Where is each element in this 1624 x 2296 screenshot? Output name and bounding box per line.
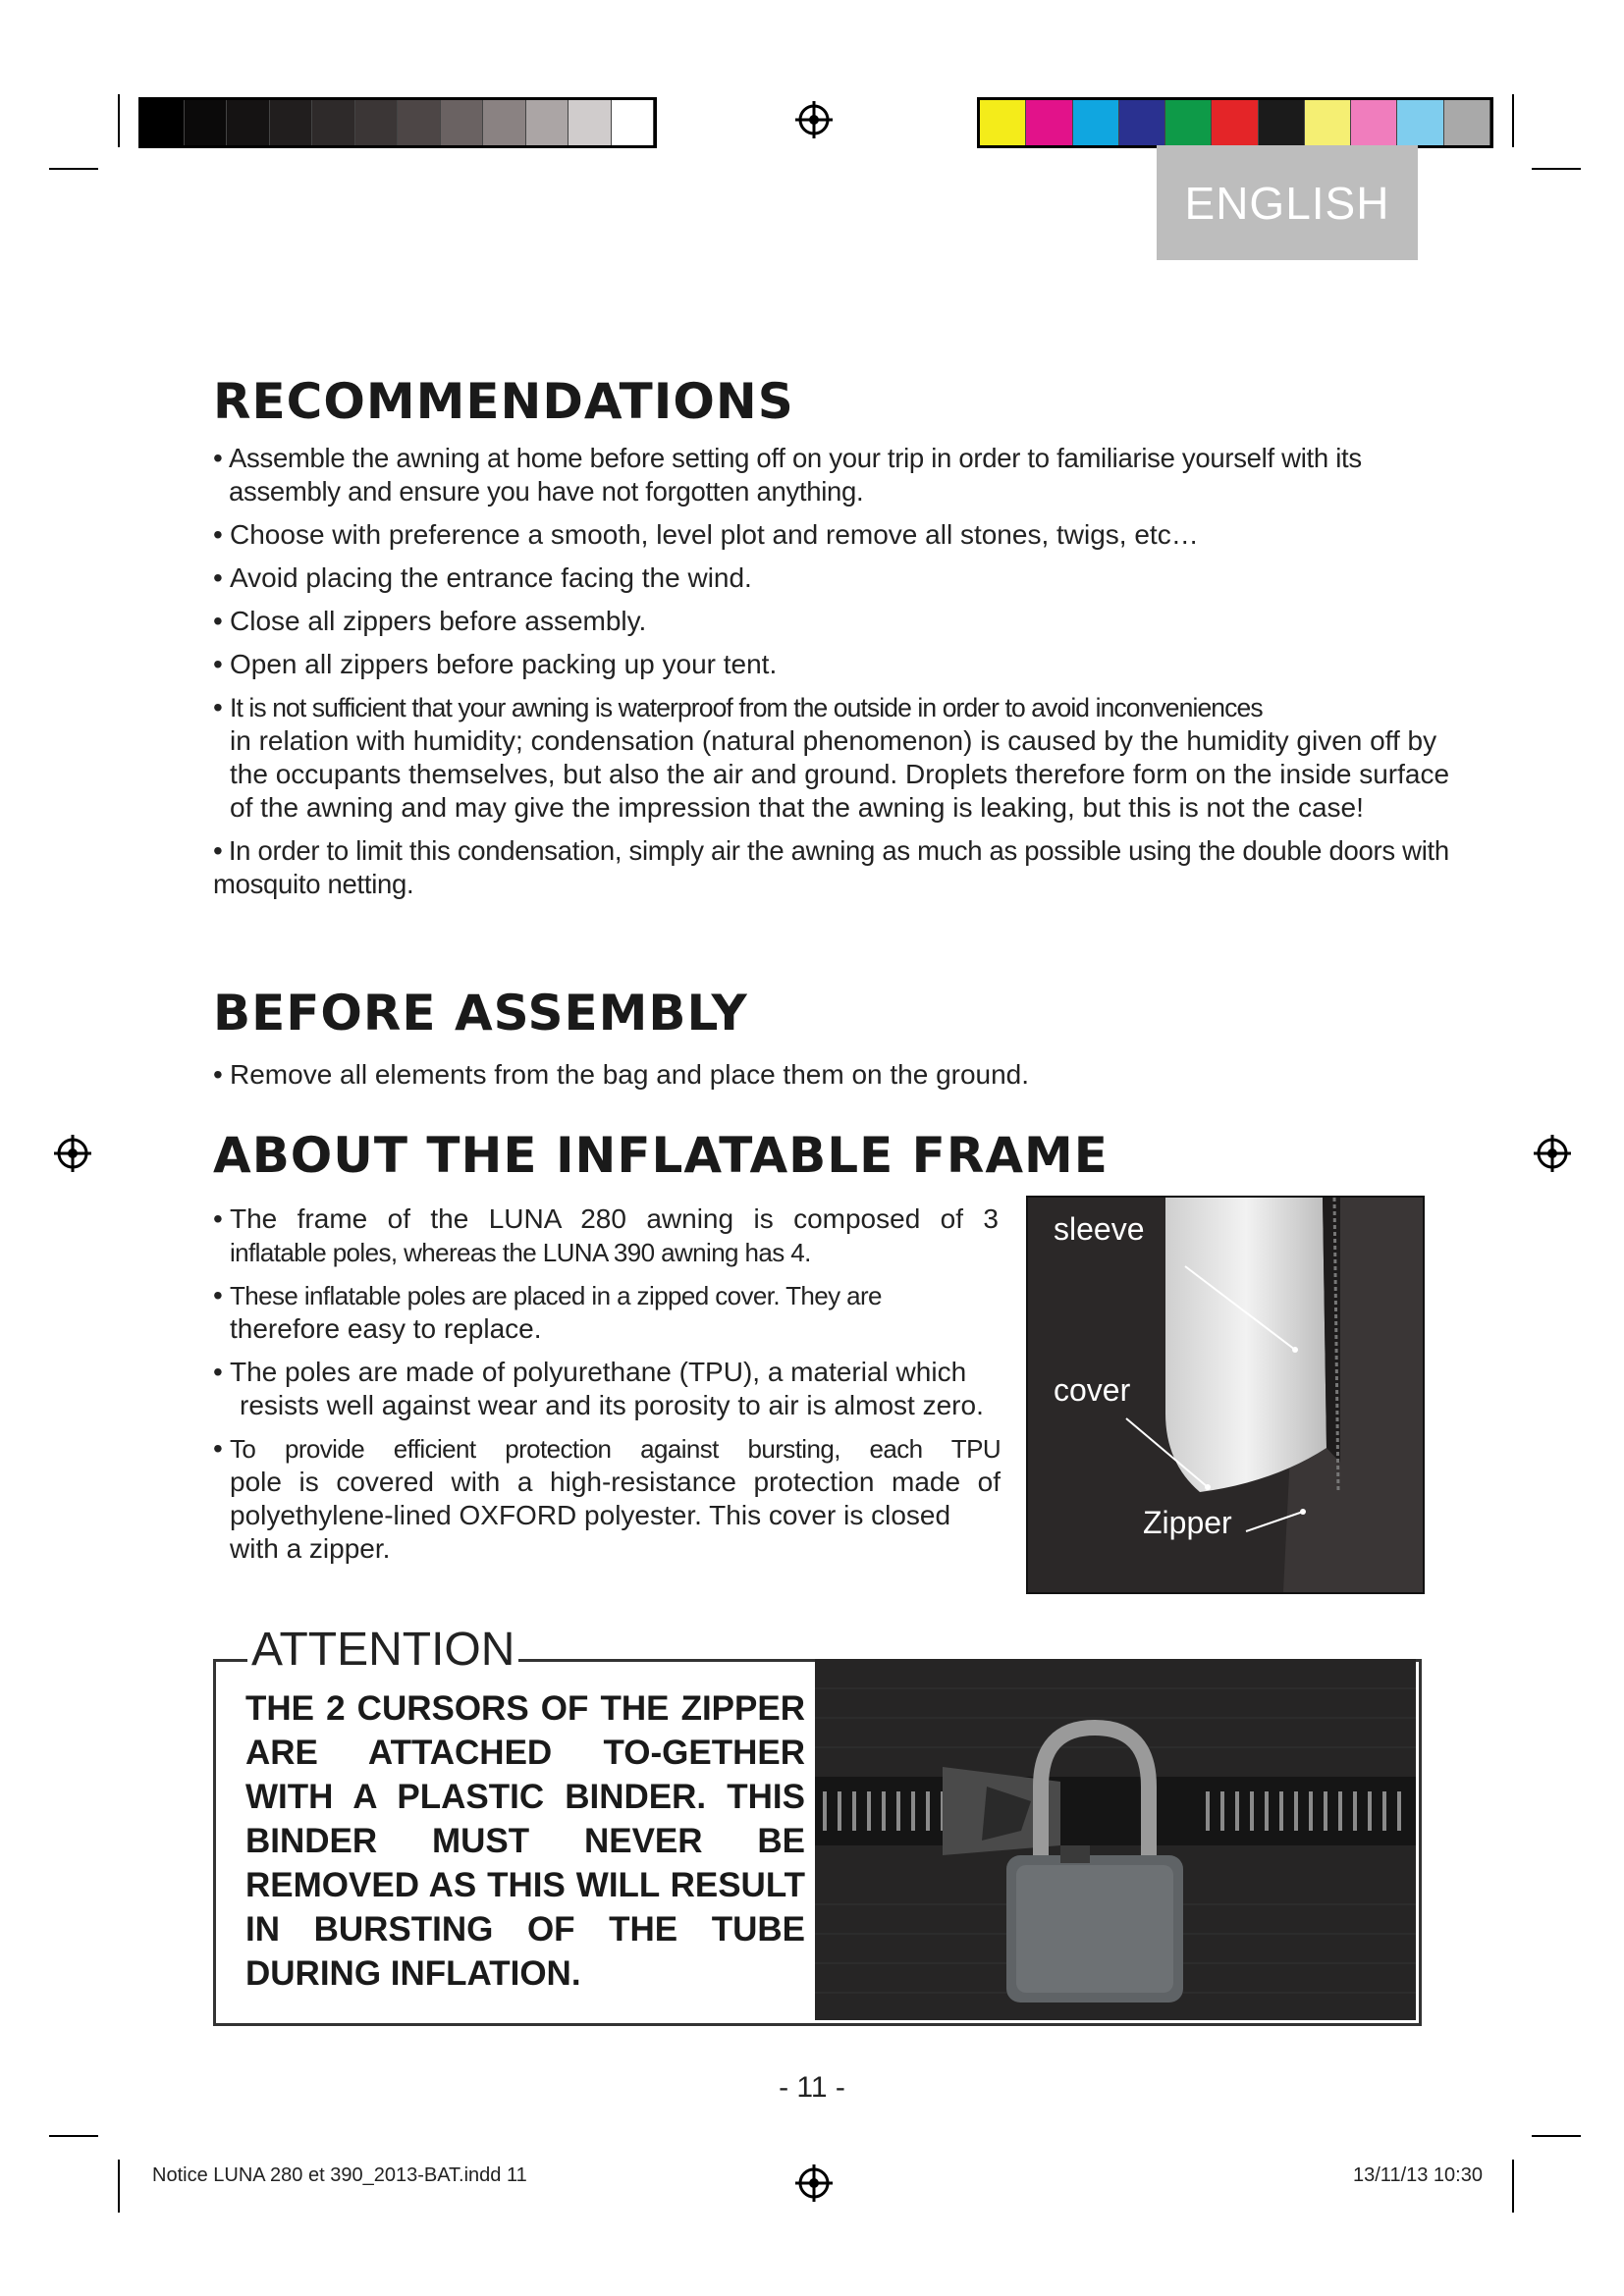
color-swatch (398, 100, 441, 145)
page-number: - 11 - (779, 2071, 845, 2104)
grayscale-color-bar (138, 97, 657, 148)
crop-mark (1532, 2135, 1581, 2137)
color-swatch (1305, 100, 1351, 145)
bullet: • (213, 692, 223, 722)
bullet: • (213, 835, 223, 866)
bullet: • (213, 649, 223, 679)
list-item: polyethylene-lined OXFORD polyester. This cover is closed (230, 1500, 951, 1530)
list-item: • The poles are made of polyurethane (TPU), a material which resists well against wear and its porosity to air is almost zero. (213, 1357, 984, 1420)
list-item: • Assemble the awning at home before setting off on your trip in order to familiarise yourself with its assembly and ensure you have not forgotten anything. (213, 443, 1362, 507)
color-swatch (1119, 100, 1165, 145)
crop-mark (1532, 168, 1581, 170)
color-swatch (1026, 100, 1072, 145)
bullet: • (213, 519, 223, 550)
registration-mark-icon (793, 99, 835, 140)
bullet: • (213, 443, 223, 473)
list-item: • Open all zippers before packing up your tent. (213, 649, 778, 679)
crop-mark (1512, 94, 1514, 147)
list-item: • It is not sufficient that your awning is waterproof from the outside in order to avoid inconveniences (213, 692, 1263, 722)
registration-mark-icon (1532, 1133, 1573, 1174)
list-item: with a zipper. (230, 1533, 391, 1564)
color-swatch (1212, 100, 1258, 145)
color-swatch (568, 100, 612, 145)
bullet: • (213, 1280, 223, 1310)
attention-text: THE 2 CURSORS OF THE ZIPPER ARE ATTACHED TO-GETHER WITH A PLASTIC BINDER. THIS BINDER MUST NEVER BE REMOVED AS THIS WILL RESULT IN BURSTING OF THE TUBE DURING INFLATION. (245, 1689, 805, 1993)
section-title-recommendations: RECOMMENDATIONS (213, 373, 794, 430)
bullet: • (213, 1059, 223, 1090)
color-swatch (1073, 100, 1119, 145)
color-swatch (441, 100, 484, 145)
before-assembly-list (213, 1058, 1489, 1101)
color-swatch (1444, 100, 1490, 145)
color-swatch (980, 100, 1026, 145)
list-item: in relation with humidity; condensation (natural phenomenon) is caused by the humidity given off by the occupants themselves, but also the air and ground. Droplets therefore form on the inside surface of the awning and may give the impression that the awning is leaking, but this is not the case! (230, 725, 1450, 823)
crop-mark (49, 168, 98, 170)
inflatable-frame-list (213, 1202, 999, 1575)
list-item: • The frame of the LUNA 280 awning is composed of 3 (213, 1203, 999, 1234)
list-item: therefore easy to replace. (230, 1313, 542, 1344)
list-item: • Avoid placing the entrance facing the wind. (213, 562, 752, 593)
color-swatch (227, 100, 270, 145)
bullet: • (213, 1203, 223, 1234)
color-bar (977, 97, 1493, 148)
crop-mark (49, 2135, 98, 2137)
color-swatch (483, 100, 526, 145)
bullet: • (213, 1433, 223, 1464)
list-item: • These inflatable poles are placed in a zipped cover. They are (213, 1280, 882, 1310)
color-swatch (312, 100, 355, 145)
label-sleeve: sleeve (1054, 1211, 1145, 1247)
registration-mark-icon (793, 2163, 835, 2204)
color-swatch (141, 100, 185, 145)
list-item: pole is covered with a high-resistance protection made of (230, 1467, 1001, 1497)
color-swatch (1259, 100, 1305, 145)
crop-mark (118, 2160, 120, 2213)
label-cover: cover (1054, 1372, 1131, 1408)
registration-mark-icon (52, 1133, 93, 1174)
color-swatch (270, 100, 313, 145)
color-swatch (526, 100, 569, 145)
section-title-inflatable-frame: ABOUT THE INFLATABLE FRAME (213, 1127, 1109, 1184)
recommendations-list (213, 442, 1480, 911)
color-swatch (1397, 100, 1443, 145)
list-item: • Remove all elements from the bag and place them on the ground. (213, 1059, 1030, 1090)
footer-file: Notice LUNA 280 et 390_2013-BAT.indd 11 (152, 2164, 527, 2186)
pole-cover-photo (1026, 1196, 1425, 1594)
color-swatch (1165, 100, 1212, 145)
zipper-padlock-illustration (815, 1659, 1416, 2020)
color-swatch (185, 100, 228, 145)
crop-mark (1512, 2160, 1514, 2213)
footer-datetime: 13/11/13 10:30 (1353, 2164, 1483, 2186)
bullet: • (213, 606, 223, 636)
zipper-padlock-photo (815, 1659, 1416, 2020)
list-item: • To provide efficient protection against bursting, each TPU (213, 1433, 1001, 1464)
section-title-before-assembly: BEFORE ASSEMBLY (213, 985, 748, 1041)
attention-title: ATTENTION (247, 1623, 518, 1677)
list-item: • Choose with preference a smooth, level plot and remove all stones, twigs, etc… (213, 519, 1199, 550)
crop-mark (118, 94, 120, 147)
list-item: inflatable poles, whereas the LUNA 390 awning has 4. (230, 1238, 811, 1267)
color-swatch (612, 100, 655, 145)
bullet: • (213, 562, 223, 593)
color-swatch (1351, 100, 1397, 145)
color-swatch (355, 100, 399, 145)
language-tab: ENGLISH (1157, 145, 1418, 260)
list-item: • Close all zippers before assembly. (213, 606, 647, 636)
label-zipper: Zipper (1143, 1505, 1232, 1540)
list-item: • In order to limit this condensation, simply air the awning as much as possible using the double doors with mosquito netting. (213, 835, 1449, 899)
bullet: • (213, 1357, 223, 1387)
